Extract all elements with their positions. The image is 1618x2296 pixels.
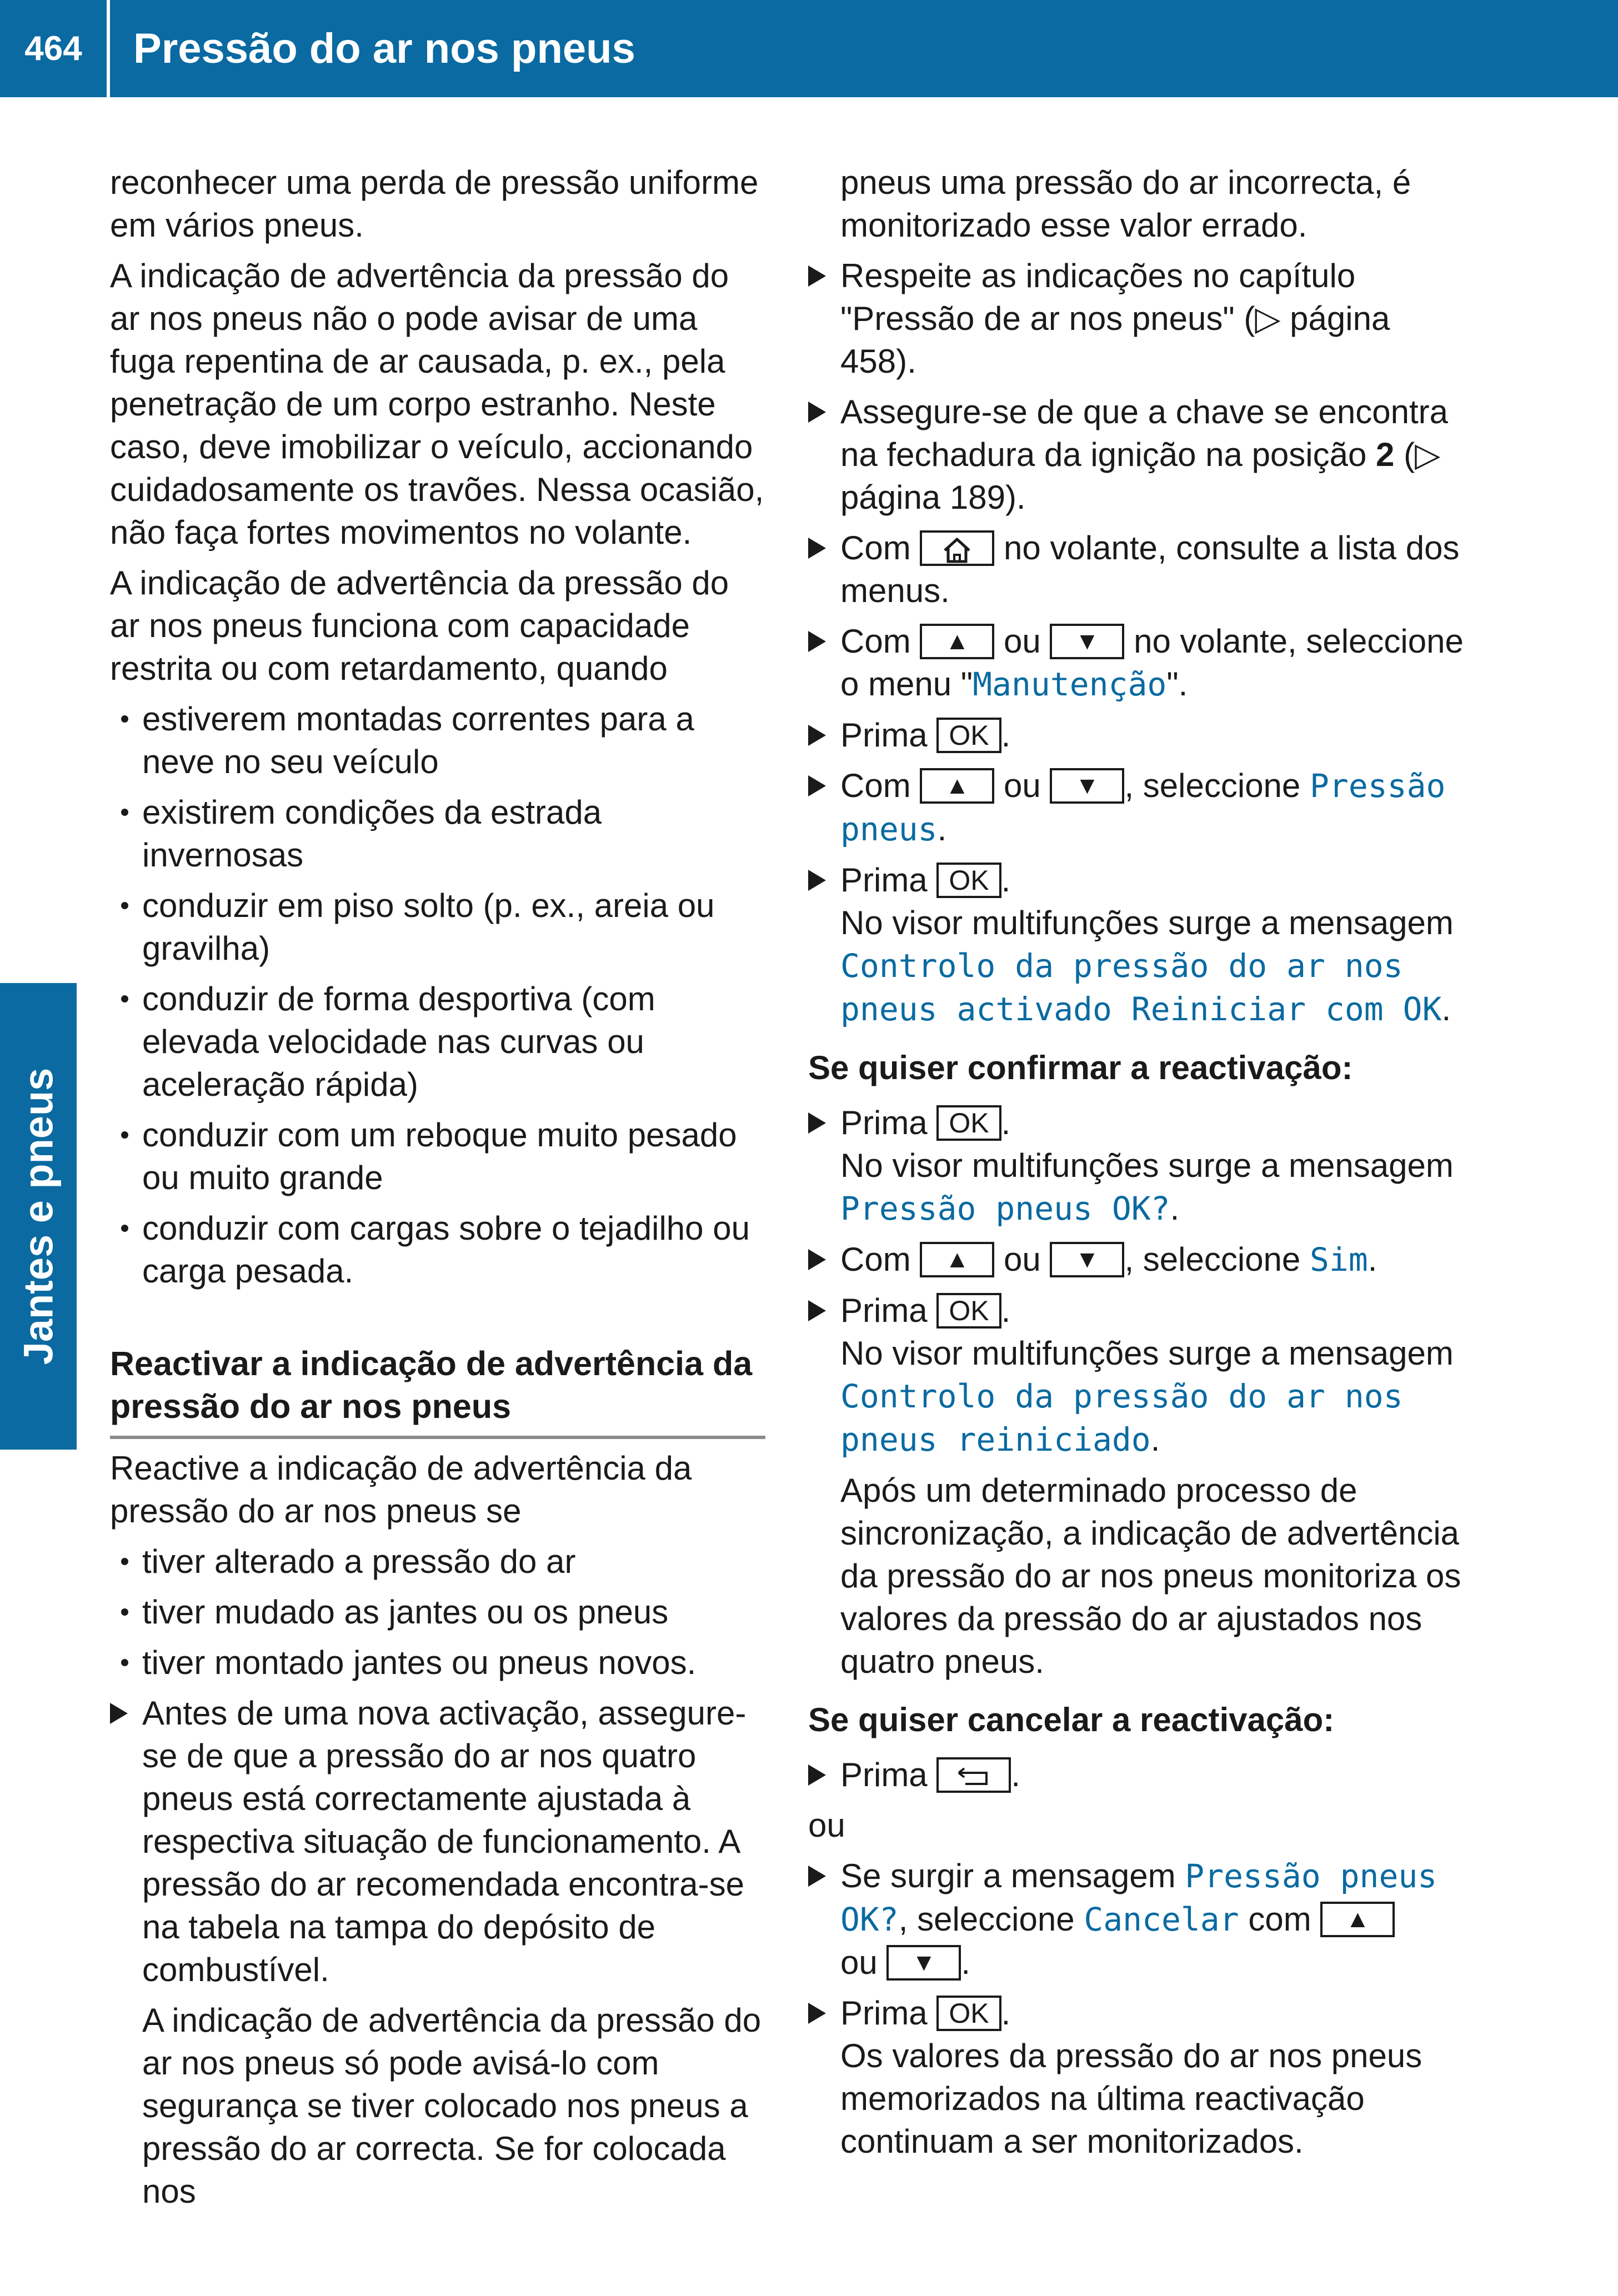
instruction-step: Prima OK . [808, 714, 1464, 756]
triangle-down-icon: ▼ [1050, 624, 1124, 659]
step-arrow-icon [808, 402, 826, 423]
chapter-tab-label: Jantes e pneus [15, 1067, 62, 1365]
triangle-up-icon: ▲ [1320, 1902, 1395, 1937]
back-button-key [936, 1757, 1011, 1793]
list-item: conduzir com um reboque muito pesado ou muito grande [110, 1114, 765, 1199]
instruction-step: Com ▲ ou ▼ no volante, seleccione o menu "Manutenção". [808, 620, 1464, 706]
paragraph: ou [808, 1807, 845, 1844]
step-arrow-icon [808, 1764, 826, 1786]
instruction-step: Prima . [808, 1753, 1464, 1796]
step-arrow-icon [808, 775, 826, 796]
ok-key: OK [936, 1105, 1001, 1141]
triangle-down-icon: ▼ [1050, 1242, 1124, 1277]
right-column [808, 161, 1464, 2170]
step-arrow-icon [808, 265, 826, 287]
triangle-up-icon: ▲ [920, 624, 994, 659]
ignition-position: 2 [1376, 436, 1395, 473]
step-arrow-icon [808, 725, 826, 746]
list-item: estiverem montadas correntes para a neve no seu veículo [110, 698, 765, 783]
menu-name: Pressão pneus [840, 767, 1446, 848]
step-arrow-icon [808, 1112, 826, 1134]
home-icon [941, 537, 973, 564]
triangle-down-icon: ▼ [886, 1945, 961, 1981]
list-item: existirem condições da estrada invernosas [110, 791, 765, 876]
instruction-step: Prima OK . No visor multifunções surge a mensagem Controlo da pressão do ar nos pneus reiniciado. [808, 1289, 1464, 1461]
paragraph: reconhecer uma perda de pressão uniforme em vários pneus. [110, 164, 759, 244]
ok-key: OK [936, 1293, 1001, 1329]
display-message: Controlo da pressão do ar nos pneus reiniciado [840, 1377, 1403, 1458]
step-arrow-icon [808, 870, 826, 891]
paragraph: A indicação de advertência da pressão do ar nos pneus funciona com capacidade restrita ou com retardamento, quando [110, 564, 729, 687]
triangle-up-icon: ▲ [920, 1242, 994, 1277]
section-heading: Reactivar a indicação de advertência da pressão do ar nos pneus [110, 1342, 765, 1439]
instruction-step: Assegure-se de que a chave se encontra na fechadura da ignição na posição 2 (▷ página 189). [808, 390, 1464, 519]
ok-key: OK [936, 1996, 1001, 2031]
list-item: tiver mudado as jantes ou os pneus [110, 1591, 765, 1633]
step-arrow-icon [808, 2003, 826, 2024]
display-message: Controlo da pressão do ar nos pneus activado Reiniciar com OK [840, 947, 1442, 1028]
instruction-step: Com no volante, consulte a lista dos menus. [808, 527, 1464, 612]
instruction-step: Se surgir a mensagem Pressão pneus OK?, seleccione Cancelar com ▲ ou ▼ . [808, 1854, 1464, 1984]
menu-name: Cancelar [1084, 1901, 1239, 1938]
triangle-down-icon: ▼ [1050, 768, 1124, 804]
triangle-up-icon: ▲ [920, 768, 994, 804]
paragraph: Após um determinado processo de sincronização, a indicação de advertência da pressão do ar nos pneus monitoriza os valores da pressão do ar ajustados nos quatro pneus. [840, 1472, 1461, 1680]
step-arrow-icon [808, 631, 826, 652]
left-column [110, 161, 765, 2220]
list-item: conduzir de forma desportiva (com elevada velocidade nas curvas ou aceleração rápida) [110, 977, 765, 1106]
list-item: conduzir com cargas sobre o tejadilho ou carga pesada. [110, 1207, 765, 1292]
instruction-step: Prima OK . No visor multifunções surge a mensagem Controlo da pressão do ar nos pneus activado Reiniciar com OK. [808, 859, 1464, 1031]
paragraph: Reactive a indicação de advertência da pressão do ar nos pneus se [110, 1450, 692, 1530]
paragraph: pneus uma pressão do ar incorrecta, é monitorizado esse valor errado. [840, 164, 1411, 244]
home-button-key [920, 530, 994, 566]
menu-name: Manutenção [973, 665, 1167, 703]
list-item: tiver montado jantes ou pneus novos. [110, 1641, 765, 1684]
menu-name: Sim [1309, 1241, 1368, 1279]
ok-key: OK [936, 863, 1001, 898]
instruction-step: Com ▲ ou ▼ , seleccione Pressão pneus. [808, 764, 1464, 851]
step-arrow-icon [808, 1300, 826, 1321]
display-message: Pressão pneus OK? [840, 1857, 1437, 1938]
instruction-step: Antes de uma nova activação, assegure-se de que a pressão do ar nos quatro pneus está correctamente ajustada à respectiva situação de funcionamento. A pressão do ar recomendada encontra-se na tabela na tampa do depósito de combustível. [110, 1692, 765, 1991]
page-title: Pressão do ar nos pneus [133, 25, 635, 72]
display-message: Pressão pneus OK? [840, 1190, 1170, 1227]
instruction-step: Prima OK . No visor multifunções surge a mensagem Pressão pneus OK?. [808, 1101, 1464, 1230]
back-icon [954, 1765, 993, 1789]
paragraph: A indicação de advertência da pressão do ar nos pneus não o pode avisar de uma fuga repentina de ar causada, p. ex., pela penetração de um corpo estranho. Neste caso, deve imobilizar o veículo, accionando cuidadosamente os travões. Nessa ocasião, não faça fortes movimentos no volante. [110, 257, 764, 551]
instruction-step: Prima OK . Os valores da pressão do ar nos pneus memorizados na última reactivação continuam a ser monitorizados. [808, 1992, 1464, 2163]
page-number: 464 [24, 29, 82, 68]
paragraph: A indicação de advertência da pressão do ar nos pneus só pode avisá-lo com segurança se tiver colocado nos pneus a pressão do ar correcta. Se for colocada nos [142, 2002, 762, 2210]
subheading: Se quiser cancelar a reactivação: [808, 1701, 1335, 1738]
step-arrow-icon [808, 1866, 826, 1887]
page-header [0, 0, 1618, 97]
step-arrow-icon [808, 538, 826, 559]
list-item: conduzir em piso solto (p. ex., areia ou gravilha) [110, 884, 765, 970]
instruction-step: Com ▲ ou ▼ , seleccione Sim. [808, 1238, 1464, 1281]
step-arrow-icon [808, 1249, 826, 1270]
instruction-step: Respeite as indicações no capítulo "Pressão de ar nos pneus" (▷ página 458). [808, 254, 1464, 383]
ok-key: OK [936, 718, 1001, 753]
list-item: tiver alterado a pressão do ar [110, 1540, 765, 1583]
subheading: Se quiser confirmar a reactivação: [808, 1049, 1353, 1086]
step-arrow-icon [110, 1703, 128, 1724]
header-divider [107, 0, 110, 97]
